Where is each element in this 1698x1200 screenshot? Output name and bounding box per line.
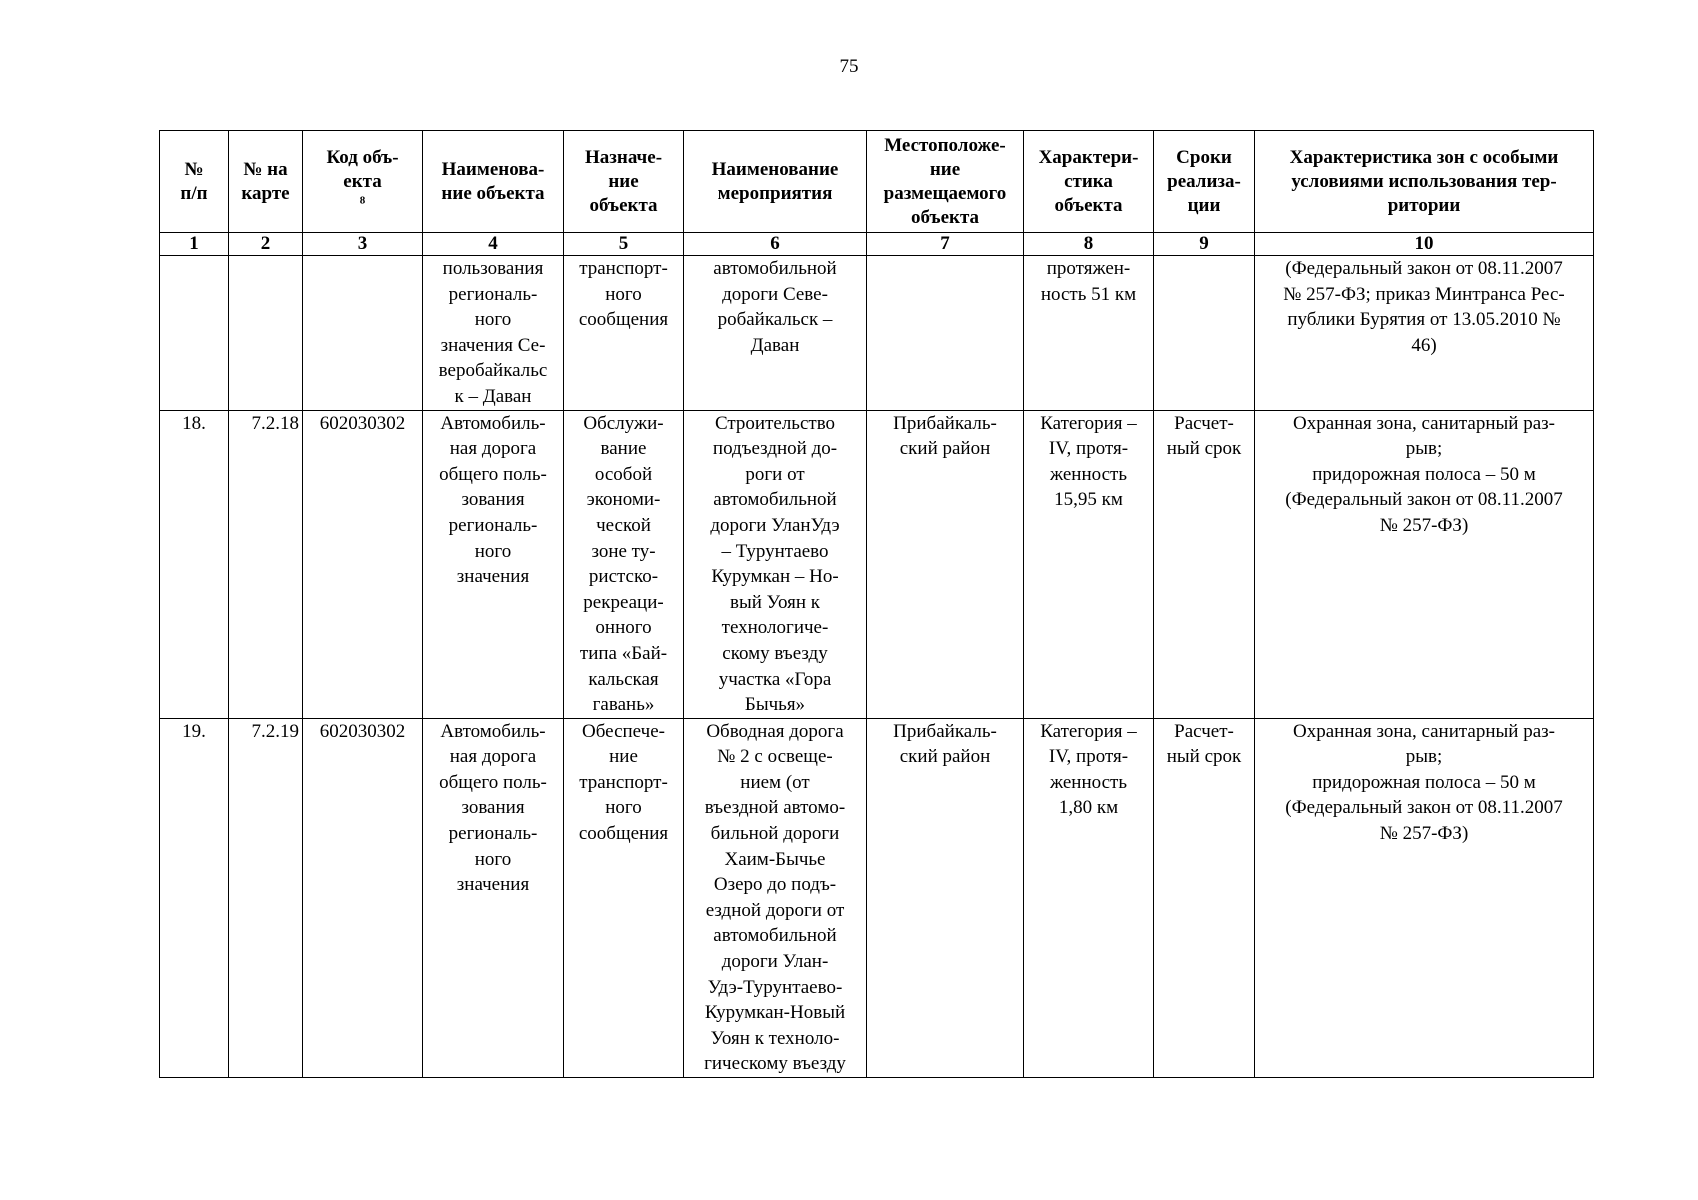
column-number: 10: [1255, 233, 1594, 256]
cell-text-line: дороги Севе-: [722, 283, 828, 305]
cell-text-line: Автомобиль-: [440, 412, 546, 434]
cell-text-line: 46): [1411, 334, 1437, 356]
cell-text-line: участка «Гора: [718, 668, 832, 690]
cell-text-line: ский район: [899, 438, 991, 460]
cell-text-line: публики Бурятия от 13.05.2010 №: [1287, 309, 1561, 331]
cell-text-line: Обеспече-: [582, 720, 665, 742]
cell-object-characteristic: [1024, 410, 1154, 718]
cell-text-line: Курумкан-Новый: [704, 1002, 846, 1024]
cell-text-line: IV, протя-: [1048, 746, 1129, 768]
cell-text-line: общего поль-: [439, 771, 547, 793]
cell-text-line: ный срок: [1166, 746, 1242, 768]
cell-text-line: автомобильной: [713, 258, 837, 279]
cell-text-line: Расчет-: [1174, 720, 1234, 742]
cell-text-line: Автомобиль-: [440, 720, 546, 742]
cell-object-purpose: [564, 718, 684, 1077]
table-body: [160, 256, 1594, 1078]
cell-text-line: женность: [1049, 771, 1128, 793]
cell-text-line: зования: [461, 489, 525, 511]
cell-text-line: подъездной до-: [712, 438, 838, 460]
cell-text-line: – Турунтаево: [721, 540, 829, 562]
cell-map-no: [229, 718, 303, 1077]
cell-text-line: Категория –: [1040, 412, 1137, 434]
column-number: 3: [303, 233, 423, 256]
table-row: [160, 410, 1594, 718]
cell-text-line: ездной дороги от: [705, 899, 845, 921]
column-number: 1: [160, 233, 229, 256]
cell-text-line: рыв;: [1405, 438, 1443, 460]
cell-implementation-terms: [1154, 256, 1255, 411]
cell-text-line: Охранная зона, санитарный раз-: [1293, 720, 1555, 742]
header-location: Местоположе- ние размещаемого объекта: [867, 131, 1024, 233]
cell-text-line: пользования: [442, 258, 544, 279]
header-measure-name: Наименование мероприятия: [684, 131, 867, 233]
column-number-row: [160, 233, 1594, 256]
header-object-name: Наименова- ние объекта: [423, 131, 564, 233]
column-number: 8: [1024, 233, 1154, 256]
cell-text-line: сообщения: [578, 309, 669, 331]
cell-text-line: ного: [474, 309, 512, 331]
column-number: 6: [684, 233, 867, 256]
cell-object-characteristic: [1024, 718, 1154, 1077]
cell-text-line: № 257-ФЗ; приказ Минтранса Рес-: [1283, 283, 1565, 305]
cell-text-line: Прибайкаль-: [893, 412, 997, 434]
column-number: 7: [867, 233, 1024, 256]
cell-text-line: (Федеральный закон от 08.11.2007: [1285, 258, 1563, 279]
cell-text-line: придорожная полоса – 50 м: [1312, 771, 1536, 793]
cell-text-line: 7.2.18: [251, 412, 299, 434]
cell-text-line: Бычья»: [744, 694, 806, 716]
cell-text-line: Обводная дорога: [706, 720, 844, 742]
header-implementation-terms: Сроки реализа- ции: [1154, 131, 1255, 233]
cell-text-line: типа «Бай-: [579, 642, 668, 664]
cell-special-zones: [1255, 256, 1594, 411]
cell-special-zones: [1255, 410, 1594, 718]
cell-text-line: дороги УланУдэ: [710, 514, 840, 536]
cell-location: [867, 256, 1024, 411]
cell-object-characteristic: [1024, 256, 1154, 411]
cell-text-line: ность 51 км: [1040, 283, 1137, 305]
cell-measure-name: [684, 410, 867, 718]
cell-text-line: Курумкан – Но-: [711, 566, 839, 588]
cell-text-line: дороги Улан-: [721, 951, 829, 973]
cell-text-line: придорожная полоса – 50 м: [1312, 463, 1536, 485]
cell-implementation-terms: [1154, 718, 1255, 1077]
cell-text-line: Охранная зона, санитарный раз-: [1293, 412, 1555, 434]
cell-location: [867, 718, 1024, 1077]
cell-object-name: [423, 256, 564, 411]
table-row: [160, 256, 1594, 411]
cell-object-code: [303, 718, 423, 1077]
cell-text-line: Категория –: [1040, 720, 1137, 742]
cell-text-line: транспорт-: [579, 258, 668, 279]
cell-text-line: ческой: [596, 514, 651, 536]
cell-special-zones: [1255, 718, 1594, 1077]
cell-text-line: технологиче-: [721, 617, 829, 639]
document-table: [159, 130, 1594, 1078]
cell-text-line: Прибайкаль-: [893, 720, 997, 742]
cell-text-line: Обслужи-: [583, 412, 664, 434]
column-number: 9: [1154, 233, 1255, 256]
cell-object-purpose: [564, 410, 684, 718]
cell-object-code: [303, 256, 423, 411]
cell-text-line: 602030302: [319, 412, 406, 434]
cell-text-line: кальская: [588, 668, 659, 690]
cell-text-line: въездной автомо-: [704, 797, 846, 819]
cell-text-line: ного: [605, 283, 642, 305]
cell-text-line: Строительство: [714, 412, 836, 434]
cell-text-line: (Федеральный закон от 08.11.2007: [1285, 797, 1563, 819]
cell-text-line: № 2 с освеще-: [717, 746, 833, 768]
page-number: 75: [839, 56, 859, 77]
header-map-no: № на карте: [229, 131, 303, 233]
cell-implementation-terms: [1154, 410, 1255, 718]
cell-text-line: особой: [594, 463, 653, 485]
cell-text-line: веробайкальс: [438, 360, 548, 382]
cell-text-line: рыв;: [1405, 746, 1443, 768]
cell-text-line: вый Уоян к: [730, 591, 820, 613]
cell-text-line: ние: [609, 746, 638, 768]
cell-text-line: Уоян к техноло-: [710, 1027, 840, 1049]
cell-text-line: ного: [474, 848, 512, 870]
cell-text-line: гавань»: [592, 694, 655, 716]
cell-text-line: ная дорога: [449, 438, 537, 460]
header-object-purpose: Назначе- ние объекта: [564, 131, 684, 233]
header-object-code: Код объ- екта $^8$: [303, 131, 423, 233]
cell-text-line: ного: [605, 797, 642, 819]
cell-map-no: [229, 256, 303, 411]
cell-text-line: значения Се-: [440, 334, 546, 356]
cell-object-name: [423, 718, 564, 1077]
cell-text-line: региональ-: [448, 514, 538, 536]
column-number: 2: [229, 233, 303, 256]
table-row: [160, 718, 1594, 1077]
cell-measure-name: [684, 256, 867, 411]
cell-text-line: нием (от: [740, 771, 810, 793]
cell-object-code: [303, 410, 423, 718]
cell-text-line: скому въезду: [722, 642, 828, 664]
cell-text-line: роги от: [745, 463, 805, 485]
cell-text-line: экономи-: [586, 489, 661, 511]
cell-text-line: 1,80 км: [1058, 797, 1119, 819]
cell-text-line: значения: [456, 874, 530, 896]
cell-text-line: 15,95 км: [1054, 489, 1123, 511]
cell-text-line: ристско-: [588, 566, 659, 588]
cell-text-line: ный срок: [1166, 438, 1242, 460]
cell-text-line: 18.: [182, 412, 206, 434]
cell-text-line: Расчет-: [1174, 412, 1234, 434]
cell-text-line: IV, протя-: [1048, 438, 1129, 460]
footnote-marker: 8: [359, 194, 366, 207]
cell-object-name: [423, 410, 564, 718]
cell-text-line: рекреаци-: [583, 591, 664, 613]
cell-text-line: к – Даван: [454, 385, 532, 407]
cell-text-line: региональ-: [448, 823, 538, 845]
cell-text-line: № 257-ФЗ): [1379, 823, 1469, 845]
cell-text-line: ная дорога: [449, 746, 537, 768]
column-number: 5: [564, 233, 684, 256]
cell-text-line: 7.2.19: [251, 720, 299, 742]
cell-no: [160, 410, 229, 718]
cell-text-line: значения: [456, 566, 530, 588]
cell-text-line: региональ-: [448, 283, 538, 305]
cell-text-line: гическому въезду: [704, 1053, 846, 1075]
cell-text-line: Озеро до подъ-: [713, 874, 837, 896]
cell-no: [160, 256, 229, 411]
cell-text-line: (Федеральный закон от 08.11.2007: [1285, 489, 1563, 511]
cell-text-line: № 257-ФЗ): [1379, 514, 1469, 536]
cell-location: [867, 410, 1024, 718]
cell-text-line: сообщения: [578, 823, 669, 845]
cell-text-line: Хаим-Бычье: [724, 848, 826, 870]
cell-text-line: 602030302: [319, 720, 406, 742]
cell-text-line: ский район: [899, 746, 991, 768]
cell-text-line: 19.: [182, 720, 206, 742]
cell-text-line: протяжен-: [1046, 258, 1131, 279]
cell-text-line: Даван: [750, 334, 800, 356]
cell-no: [160, 718, 229, 1077]
header-object-characteristic: Характери- стика объекта: [1024, 131, 1154, 233]
cell-text-line: автомобильной: [713, 489, 837, 511]
cell-text-line: бильной дороги: [710, 823, 840, 845]
cell-text-line: зоне ту-: [591, 540, 656, 562]
cell-text-line: онного: [595, 617, 652, 639]
cell-text-line: Удэ-Турунтаево-: [707, 976, 843, 998]
cell-object-purpose: [564, 256, 684, 411]
cell-text-line: робайкальск –: [717, 309, 833, 331]
column-number: 4: [423, 233, 564, 256]
cell-text-line: зования: [461, 797, 525, 819]
cell-text-line: общего поль-: [439, 463, 547, 485]
cell-text-line: ного: [474, 540, 512, 562]
cell-text-line: вание: [600, 438, 647, 460]
cell-measure-name: [684, 718, 867, 1077]
table-header: [160, 131, 1594, 256]
cell-text-line: автомобильной: [713, 925, 837, 947]
cell-text-line: транспорт-: [579, 771, 668, 793]
header-row: [160, 131, 1594, 233]
cell-text-line: женность: [1049, 463, 1128, 485]
header-special-zones: Характеристика зон с особыми условиями использования тер- ритории: [1255, 131, 1594, 233]
header-no: № п/п: [160, 131, 229, 233]
cell-map-no: [229, 410, 303, 718]
